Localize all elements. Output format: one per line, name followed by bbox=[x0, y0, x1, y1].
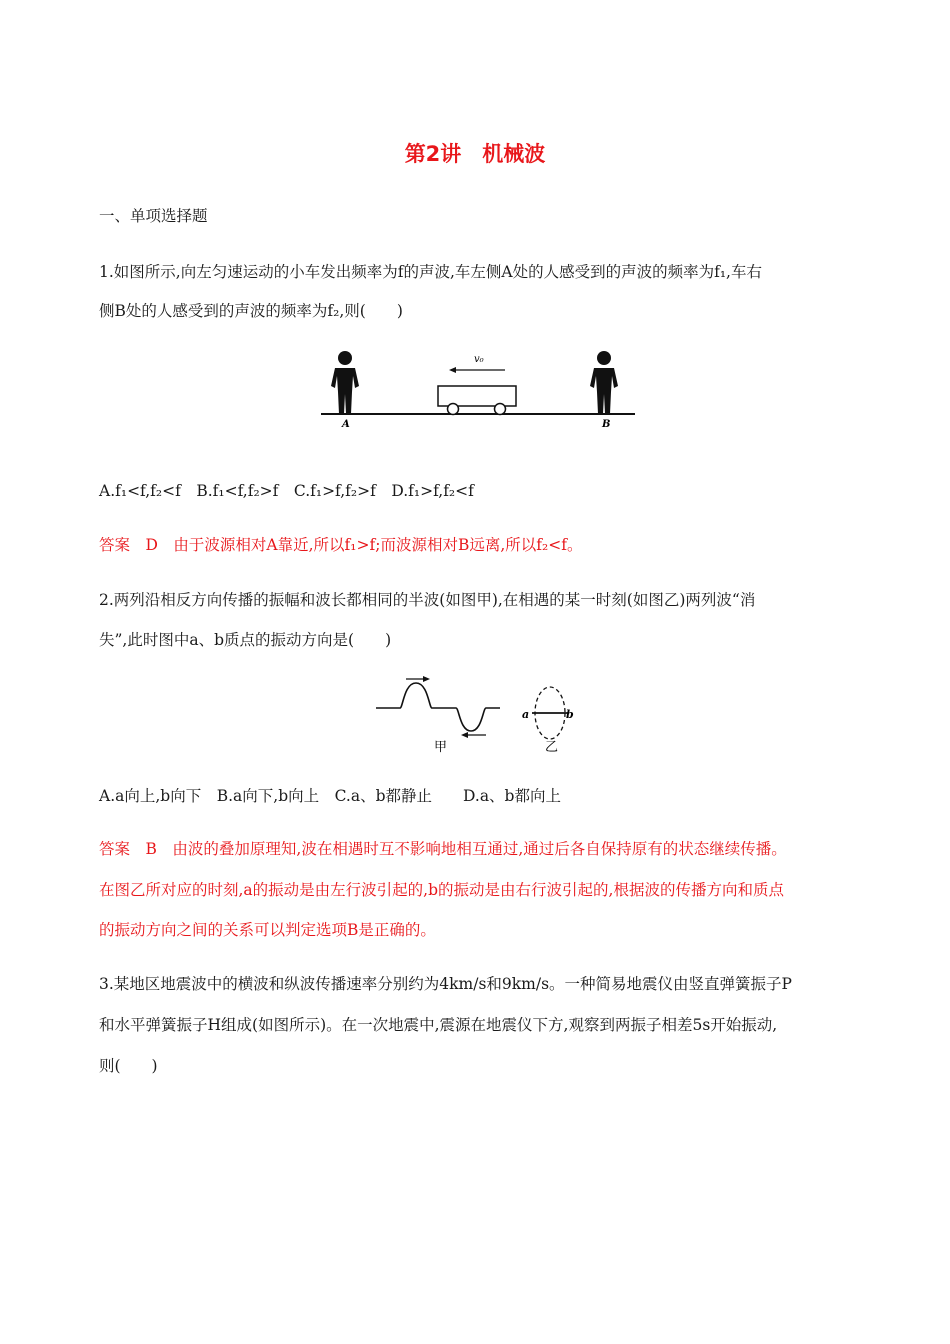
q3-stem-line3: 则( ) bbox=[99, 1057, 158, 1075]
q2-stem-line2: 失”,此时图中a、b质点的振动方向是( ) bbox=[99, 631, 392, 649]
q2-answer-line3: 的振动方向之间的关系可以判定选项B是正确的。 bbox=[99, 921, 436, 939]
q2-answer-line1: 答案 B 由波的叠加原理知,波在相遇时互不影响地相互通过,通过后各自保持原有的状态继续传播。 bbox=[99, 840, 787, 858]
q1-stem-line1: 1.如图所示,向左匀速运动的小车发出频率为f的声波,车左侧A处的人感受到的声波的频率为f₁,车右 bbox=[99, 263, 762, 281]
person-a-icon bbox=[331, 351, 359, 414]
half-waves-line bbox=[376, 683, 500, 731]
person-b-icon bbox=[590, 351, 618, 414]
cart-icon bbox=[438, 386, 516, 415]
velocity-label: v₀ bbox=[474, 354, 484, 365]
q1-answer: 答案 D 由于波源相对A靠近,所以f₁>f;而波源相对B远离,所以f₂<f。 bbox=[99, 536, 583, 554]
label-jia: 甲 bbox=[434, 740, 448, 755]
label-a: A bbox=[342, 419, 350, 430]
q1-figure bbox=[315, 348, 645, 432]
left-arrow-icon bbox=[461, 732, 486, 738]
q3-stem-line1: 3.某地区地震波中的横波和纵波传播速率分别约为4km/s和9km/s。一种简易地震仪由竖直弹簧振子P bbox=[99, 975, 792, 993]
page-title: 第2讲 机械波 bbox=[404, 142, 546, 166]
q3-stem-line2: 和水平弹簧振子H组成(如图所示)。在一次地震中,震源在地震仪下方,观察到两振子相差5s开始振动, bbox=[99, 1016, 778, 1034]
velocity-arrow-icon bbox=[449, 367, 505, 373]
q2-answer-line2: 在图乙所对应的时刻,a的振动是由左行波引起的,b的振动是由右行波引起的,根据波的传播方向和质点 bbox=[99, 881, 784, 899]
q2-options: A.a向上,b向下 B.a向下,b向上 C.a、b都静止 D.a、b都向上 bbox=[99, 787, 561, 805]
label-a-point: a bbox=[522, 708, 530, 721]
right-arrow-icon bbox=[406, 676, 430, 682]
q2-stem-line1: 2.两列沿相反方向传播的振幅和波长都相同的半波(如图甲),在相遇的某一时刻(如图乙)两列波“消 bbox=[99, 591, 756, 609]
q1-options: A.f₁<f,f₂<f B.f₁<f,f₂>f C.f₁>f,f₂>f D.f₁>f,f₂<f bbox=[99, 482, 474, 500]
label-yi: 乙 bbox=[545, 740, 559, 755]
section-heading: 一、单项选择题 bbox=[99, 207, 208, 225]
label-b-point: b bbox=[566, 708, 574, 721]
q2-figure bbox=[372, 673, 587, 757]
q1-stem-line2: 侧B处的人感受到的声波的频率为f₂,则( ) bbox=[99, 302, 403, 320]
label-b: B bbox=[602, 419, 611, 430]
